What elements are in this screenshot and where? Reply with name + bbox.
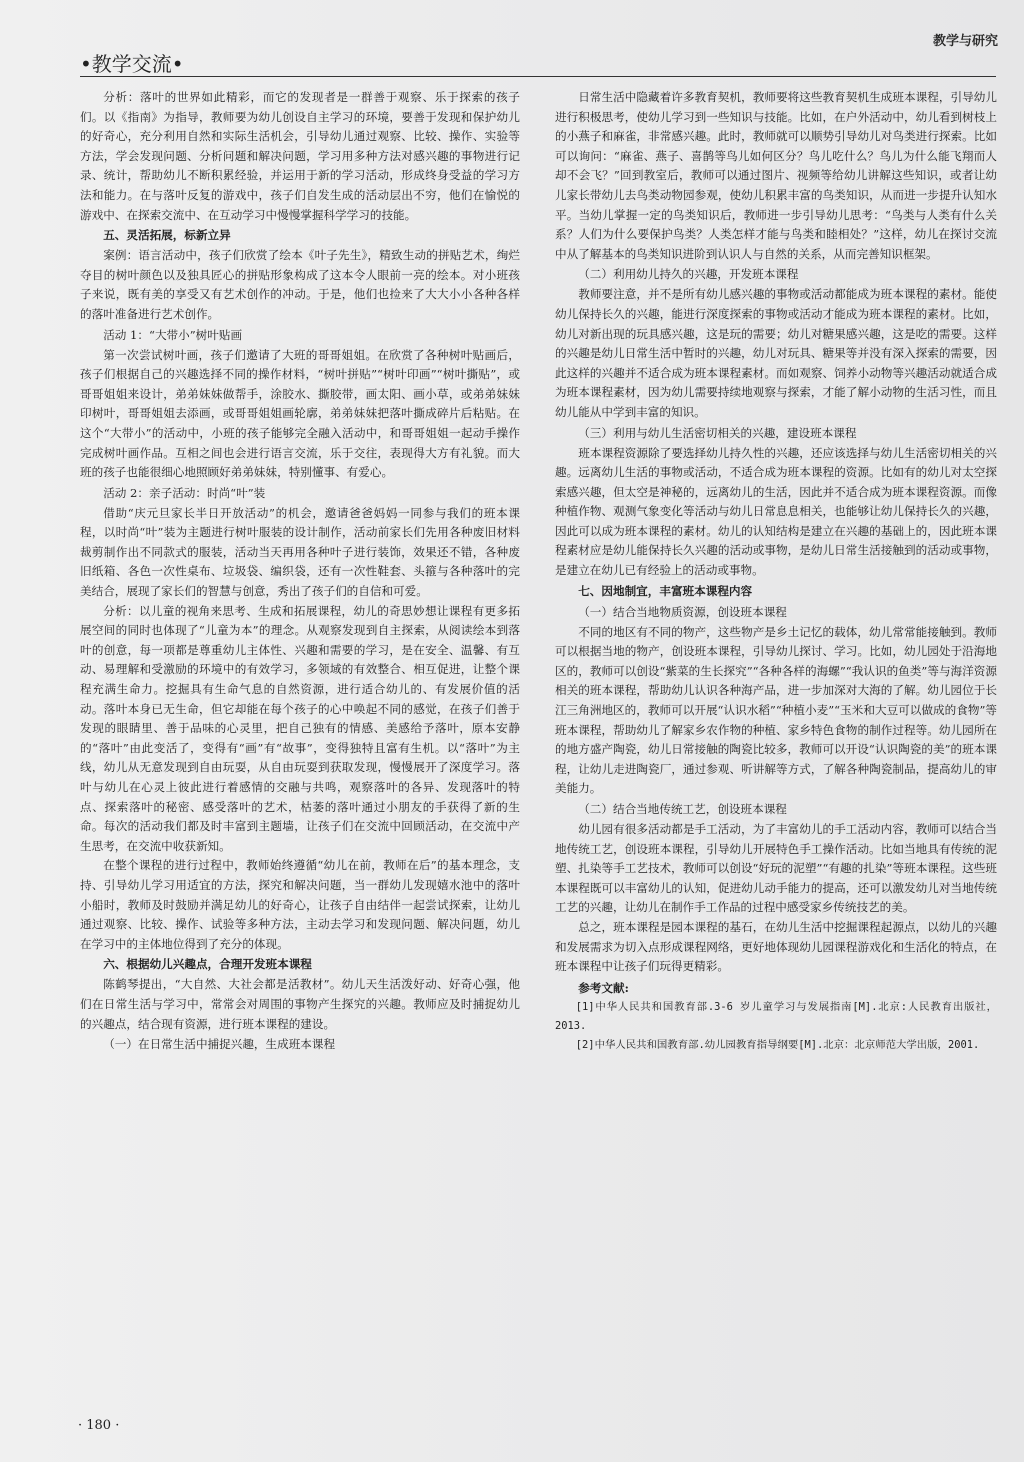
paragraph: 教师要注意，并不是所有幼儿感兴趣的事物或活动都能成为班本课程的素材。能使幼儿保持长久的兴趣，能进行深度探索的事物或活动才能成为班本课程的素材。比如，幼儿对新出现的玩具感兴趣，这是玩的需要；幼儿对糖果感兴趣，这是吃的需要。这样的兴趣是幼儿日常生活中暂时的兴趣，幼儿对玩具、糖果等并没有深入探索的需要，因此这样的兴趣并不适合成为班本课程素材。而如观察、饲养小动物等兴趣活动就适合成为班本课程素材，因为幼儿需要持续地观察与探索，才能了解小动物的生活习性，而且幼儿能从中学到丰富的知识。 [555,287,997,419]
right-column-body [555,88,997,977]
paragraph: 班本课程资源除了要选择幼儿持久性的兴趣，还应该选择与幼儿生活密切相关的兴趣。远离幼儿生活的事物或活动，不适合成为班本课程的资源。比如有的幼儿对太空探索感兴趣，但太空是神秘的，远离幼儿的生活，因此并不适合成为班本课程资源。而像种植作物、观测气象变化等活动与幼儿日常息息相关，也能够让幼儿保持长久的兴趣，因此可以成为班本课程的素材。幼儿的认知结构是建立在兴趣的基础上的，因此班本课程素材应是幼儿能保持长久兴趣的活动或事物，是幼儿日常生活接触到的活动或事物，是建立在幼儿已有经验上的活动或事物。 [555,445,997,578]
page-number: · 180 · [78,1418,120,1433]
subsection-heading: （一）在日常生活中捕捉兴趣，生成班本课程 [103,1037,336,1052]
subsection-heading: （一）结合当地物质资源，创设班本课程 [578,604,787,619]
paragraph: 分析：落叶的世界如此精彩，而它的发现者是一群善于观察、乐于探索的孩子们。以《指南》为指导，教师要为幼儿创设自主学习的环境，要善于发现和保护幼儿的好奇心，充分利用自然和实际生活机会，引导幼儿通过观察、比较、操作、实验等方法，学会发现问题、分析问题和解决问题，学习用多种方法对感兴趣的事物进行记录、统计，帮助幼儿不断积累经验，并运用于新的学习活动，形成终身受益的学习方法和能力。在与落叶反复的游戏中，孩子们自发生成的活动层出不穷，他们在愉悦的游戏中、在探索交流中、在互动学习中慢慢掌握科学学习的技能。 [80,90,520,222]
paragraph: 分析：以儿童的视角来思考、生成和拓展课程，幼儿的奇思妙想让课程有更多拓展空间的同时也体现了“儿童为本”的理念。从观察发现到自主探索，从阅读绘本到落叶的创意，每一项都是尊重幼儿主体性、兴趣和需要的学习，是在安全、温馨、有互动、易理解和受激励的环境中的有效学习，多领域的有效整合、相互促进，让整个课程充满生命力。挖掘具有生命气息的自然资源，进行适合幼儿的、有发展价值的活动。落叶本身已无生命，但它却能在每个孩子的心中唤起不同的感觉，在孩子们善于发现的眼睛里、善于品味的心灵里，把自己独有的情感、美感给予落叶，原本安静的“落叶”由此变活了，变得有“画”有“故事”，变得独特且富有生机。以“落叶”为主线，幼儿从无意发现到自由玩耍，从自由玩耍到获取发现，慢慢展开了深度学习。落叶与幼儿在心灵上彼此进行着感情的交融与共鸣，观察落叶的各异、发现落叶的特点、探索落叶的秘密、感受落叶的艺术，枯萎的落叶通过小朋友的手获得了新的生命。每次的活动我们都及时丰富到主题墙，让孩子们在交流中回顾活动，在交流中产生思考，在交流中收获新知。 [80,603,520,853]
paragraph: 日常生活中隐藏着许多教育契机，教师要将这些教育契机生成班本课程，引导幼儿进行积极思考，使幼儿学习到一些知识与技能。比如，在户外活动中，幼儿看到树枝上的小燕子和麻雀，非常感兴趣。此时，教师就可以顺势引导幼儿对鸟类进行探索。比如可以询问：“麻雀、燕子、喜鹊等鸟儿如何区分？鸟儿吃什么？鸟儿为什么能飞翔而人却不会飞？”回到教室后，教师可以通过图片、视频等给幼儿讲解这些知识，或者让幼儿家长带幼儿去鸟类动物园参观，使幼儿积累丰富的鸟类知识，从而进一步提升认知水平。当幼儿掌握一定的鸟类知识后，教师进一步引导幼儿思考：“鸟类与人类有什么关系？人们为什么要保护鸟类？人类怎样才能与鸟类和睦相处？”这样，幼儿在探讨交流中从了解基本的鸟类知识进阶到认识人与自然的关系，从而完善知识框架。 [555,90,997,261]
paragraph: 幼儿园有很多活动都是手工活动，为了丰富幼儿的手工活动内容，教师可以结合当地传统工艺，创设班本课程，引导幼儿开展特色手工操作活动。比如当地具有传统的泥塑、扎染等手工艺技术，教师可以创设“好玩的泥塑”“有趣的扎染”等班本课程。这些班本课程既可以丰富幼儿的认知，促进幼儿动手能力的提高，还可以激发幼儿对当地传统工艺的兴趣，让幼儿在制作手工作品的过程中感受家乡传统技艺的美。 [555,822,997,915]
left-column [80,88,520,1055]
running-header-column: •教学交流• [80,52,184,76]
references-title: 参考文献: [578,980,629,995]
right-column [555,88,997,1055]
subsection-heading: 活动 2：亲子活动：时尚“叶”装 [103,485,266,500]
paragraph: 案例：语言活动中，孩子们欣赏了绘本《叶子先生》，精致生动的拼贴艺术，绚烂夺目的树叶颜色以及独具匠心的拼贴形象构成了这本令人眼前一亮的绘本。对小班孩子来说，既有美的享受又有艺术创作的冲动。于是，他们也捡来了大大小小各种各样的落叶准备进行艺术创作。 [80,248,520,321]
paragraph: 在整个课程的进行过程中，教师始终遵循“幼儿在前，教师在后”的基本理念，支持、引导幼儿学习用适宜的方法，探究和解决问题，当一群幼儿发现嬉水池中的落叶小船时，教师及时鼓励并满足幼儿的好奇心，让孩子自由结伴一起尝试探索，让幼儿通过观察、比较、操作、试验等多种方法，主动去学习和发现问题、解决问题，幼儿在学习中的主体地位得到了充分的体现。 [80,858,520,951]
section-heading: 五、灵活拓展，标新立异 [103,228,231,243]
paragraph: 陈鹤琴提出，“大自然、大社会都是活教材”。幼儿天生活泼好动、好奇心强，他们在日常生活与学习中，常常会对周围的事物产生探究的兴趣。教师应及时捕捉幼儿的兴趣点，结合现有资源，进行班本课程的建设。 [80,977,520,1031]
section-heading: 六、根据幼儿兴趣点，合理开发班本课程 [103,957,312,972]
section-heading: 七、因地制宜，丰富班本课程内容 [578,583,753,598]
subsection-heading: （二）利用幼儿持久的兴趣，开发班本课程 [578,267,799,282]
header-rule [80,76,996,77]
subsection-heading: （三）利用与幼儿生活密切相关的兴趣，建设班本课程 [578,425,857,440]
paragraph: 第一次尝试树叶画，孩子们邀请了大班的哥哥姐姐。在欣赏了各种树叶贴画后，孩子们根据自己的兴趣选择不同的操作材料，“树叶拼贴”“树叶印画”“树叶撕贴”，或哥哥姐姐来设计，弟弟妹妹做帮手，涂胶水、撕胶带，画太阳、画小草，或弟弟妹妹印树叶，哥哥姐姐去添画，或哥哥姐姐画轮廓，弟弟妹妹把落叶撕成碎片后粘贴。在这个“大带小”的活动中，小班的孩子能够完全融入活动中，和哥哥姐姐一起动手操作完成树叶画作品。互相之间也会进行语言交流，乐于交往，表现得大方有礼貌。而大班的孩子也能很细心地照顾好弟弟妹妹，特别懂事、有爱心。 [80,347,520,480]
reference-item: [1]中华人民共和国教育部.3-6 岁儿童学习与发展指南[M].北京:人民教育出版社，2013. [555,1001,997,1033]
paragraph: 借助“庆元旦家长半日开放活动”的机会，邀请爸爸妈妈一同参与我们的班本课程，以时尚“叶”装为主题进行树叶服装的设计制作，活动前家长们先用各种废旧材料裁剪制作出不同款式的服装，活动当天再用各种叶子进行装饰，效果还不错，各种废旧纸箱、各色一次性桌布、垃圾袋、编织袋，还有一次性鞋套、头箍与各种落叶的完美结合，展现了家长们的智慧与创意，秀出了孩子们的自信和可爱。 [80,505,520,599]
reference-item: [2]中华人民共和国教育部.幼儿园教育指导纲要[M].北京：北京师范大学出版，2001. [575,1039,980,1052]
subsection-heading: 活动 1：“大带小”树叶贴画 [103,327,243,342]
paragraph: 不同的地区有不同的物产，这些物产是乡土记忆的载体，幼儿常常能接触到。教师可以根据当地的物产，创设班本课程，引导幼儿探讨、学习。比如，幼儿园处于沿海地区的，教师可以创设“紫菜的生长探究”“各种各样的海螺”“我认识的鱼类”等与海洋资源相关的班本课程，帮助幼儿认识各种海产品，进一步加深对大海的了解。幼儿园位于长江三角洲地区的，教师可以开展“认识水稻”“种植小麦”“玉米和大豆可以做成的食物”等班本课程，帮助幼儿了解家乡农作物的种植、家乡特色食物的制作过程等。幼儿园所在的地方盛产陶瓷，幼儿日常接触的陶瓷比较多，教师可以开设“认识陶瓷的美”的班本课程，让幼儿走进陶瓷厂，通过参观、听讲解等方式，了解各种陶瓷制品，提高幼儿的审美能力。 [555,624,997,796]
running-header-section: 教学与研究 [932,34,998,49]
subsection-heading: （二）结合当地传统工艺，创设班本课程 [578,802,787,816]
paragraph: 总之，班本课程是园本课程的基石，在幼儿生活中挖掘课程起源点，以幼儿的兴趣和发展需求为切入点形成课程网络，更好地体现幼儿园课程游戏化和生活化的特点，在班本课程中让孩子们玩得更精彩。 [555,919,997,974]
